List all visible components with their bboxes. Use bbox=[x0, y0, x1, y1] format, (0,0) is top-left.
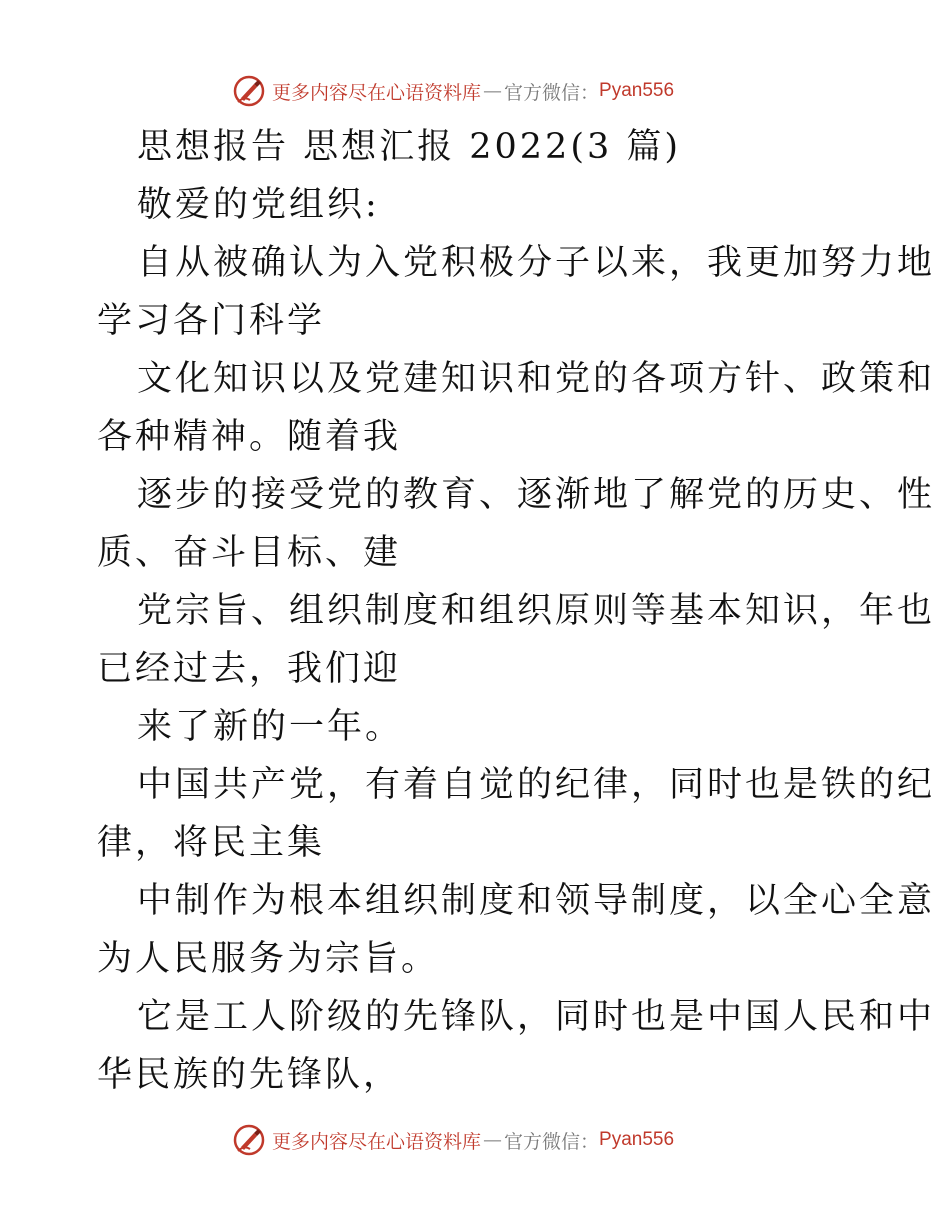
watermark-id: Pyan556 bbox=[599, 1129, 675, 1150]
text-line: 中制作为根本组织制度和领导制度，以全心全意 bbox=[137, 881, 936, 921]
watermark-text: 更多内容尽在心语资料库 bbox=[272, 81, 482, 104]
watermark-text: 更多内容尽在心语资料库 bbox=[272, 1130, 482, 1153]
text-line: 律，将民主集 bbox=[97, 823, 326, 863]
text-line: 已经过去，我们迎 bbox=[97, 649, 402, 689]
text-line: 为人民服务为宗旨。 bbox=[97, 939, 440, 979]
text-line: 中国共产党，有着自觉的纪律，同时也是铁的纪 bbox=[137, 765, 936, 805]
footer-watermark bbox=[232, 1120, 732, 1160]
watermark-separator: — bbox=[483, 80, 503, 102]
text-line: 文化知识以及党建知识和党的各项方针、政策和 bbox=[137, 359, 936, 399]
watermark-separator: — bbox=[483, 1129, 503, 1151]
text-line: 学习各门科学 bbox=[97, 301, 326, 341]
document-body bbox=[97, 118, 936, 1104]
pen-logo-icon bbox=[232, 74, 266, 108]
text-line: 它是工人阶级的先锋队，同时也是中国人民和中 bbox=[137, 997, 936, 1037]
text-line: 各种精神。随着我 bbox=[97, 417, 402, 457]
header-watermark bbox=[232, 71, 732, 111]
text-line: 华民族的先锋队， bbox=[97, 1055, 402, 1095]
document-title: 思想报告 思想汇报 2022(3 篇) bbox=[137, 127, 682, 167]
text-line: 自从被确认为入党积极分子以来，我更加努力地 bbox=[137, 243, 936, 283]
text-line: 逐步的接受党的教育、逐渐地了解党的历史、性 bbox=[137, 475, 936, 515]
text-line: 来了新的一年。 bbox=[137, 707, 404, 747]
text-line: 党宗旨、组织制度和组织原则等基本知识，年也 bbox=[137, 591, 936, 631]
text-line: 敬爱的党组织: bbox=[137, 185, 380, 225]
pen-logo-icon bbox=[232, 1123, 266, 1157]
text-line: 质、奋斗目标、建 bbox=[97, 533, 402, 573]
watermark-id: Pyan556 bbox=[599, 80, 675, 101]
watermark-label: 官方微信： bbox=[504, 81, 600, 104]
watermark-label: 官方微信： bbox=[504, 1130, 600, 1153]
